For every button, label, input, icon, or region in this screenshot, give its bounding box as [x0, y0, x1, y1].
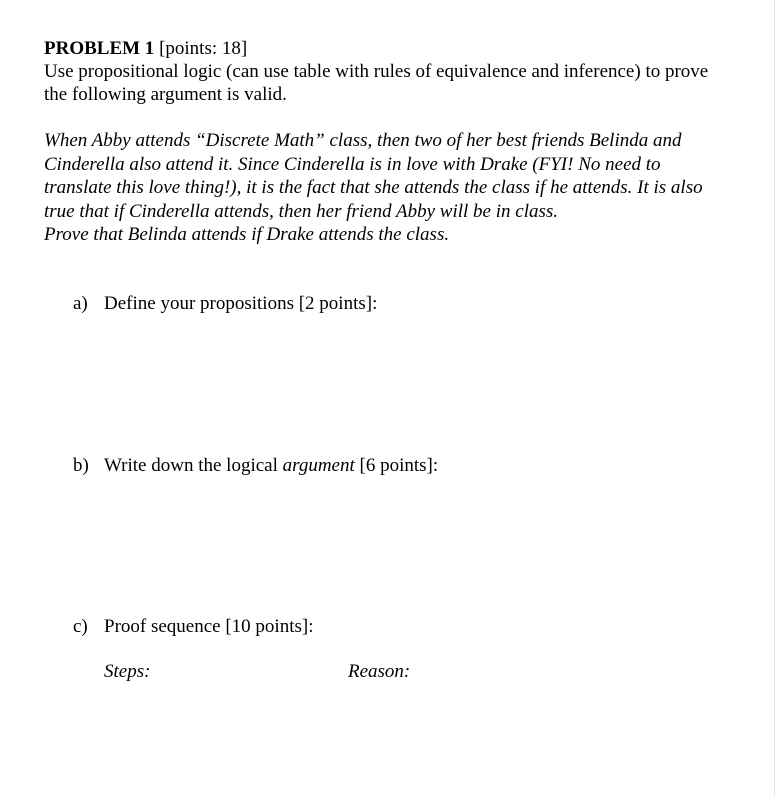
part-b: [73, 454, 438, 477]
problem-title-line: [44, 37, 759, 60]
story-line-4: true that if Cinderella attends, then her friend Abby will be in class.: [44, 200, 559, 222]
problem-title: PROBLEM 1: [44, 38, 155, 59]
part-b-text-after: [6 points]:: [354, 455, 439, 476]
problem-story: [44, 129, 764, 247]
part-a: [73, 292, 377, 315]
reason-label: Reason:: [348, 661, 411, 682]
part-c: [73, 615, 313, 638]
story-line-2: Cinderella also attend it. Since Cinderella is in love with Drake (FYI! No need to: [44, 153, 661, 175]
problem-points: [points: 18]: [159, 38, 248, 59]
part-c-marker: c): [73, 616, 88, 637]
part-c-text: Proof sequence [10 points]:: [104, 616, 314, 637]
part-a-marker: a): [73, 293, 88, 314]
part-b-text-emphasis: argument: [282, 455, 355, 476]
problem-instruction-line-1: Use propositional logic (can use table with rules of equivalence and inference) to prove: [44, 61, 709, 82]
problem-instruction-line-2: the following argument is valid.: [44, 84, 287, 105]
steps-label: Steps:: [104, 661, 151, 682]
story-line-3: translate this love thing!), it is the fact that she attends the class if he attends. It is also: [44, 177, 703, 198]
part-b-marker: b): [73, 455, 89, 476]
story-line-5: Prove that Belinda attends if Drake attends the class.: [44, 224, 450, 245]
problem-header: [44, 37, 759, 106]
story-line-1: When Abby attends “Discrete Math” class, then two of her best friends Belinda and: [44, 130, 682, 151]
part-b-text-before: Write down the logical: [104, 455, 283, 476]
part-a-text: Define your propositions [2 points]:: [104, 293, 378, 314]
